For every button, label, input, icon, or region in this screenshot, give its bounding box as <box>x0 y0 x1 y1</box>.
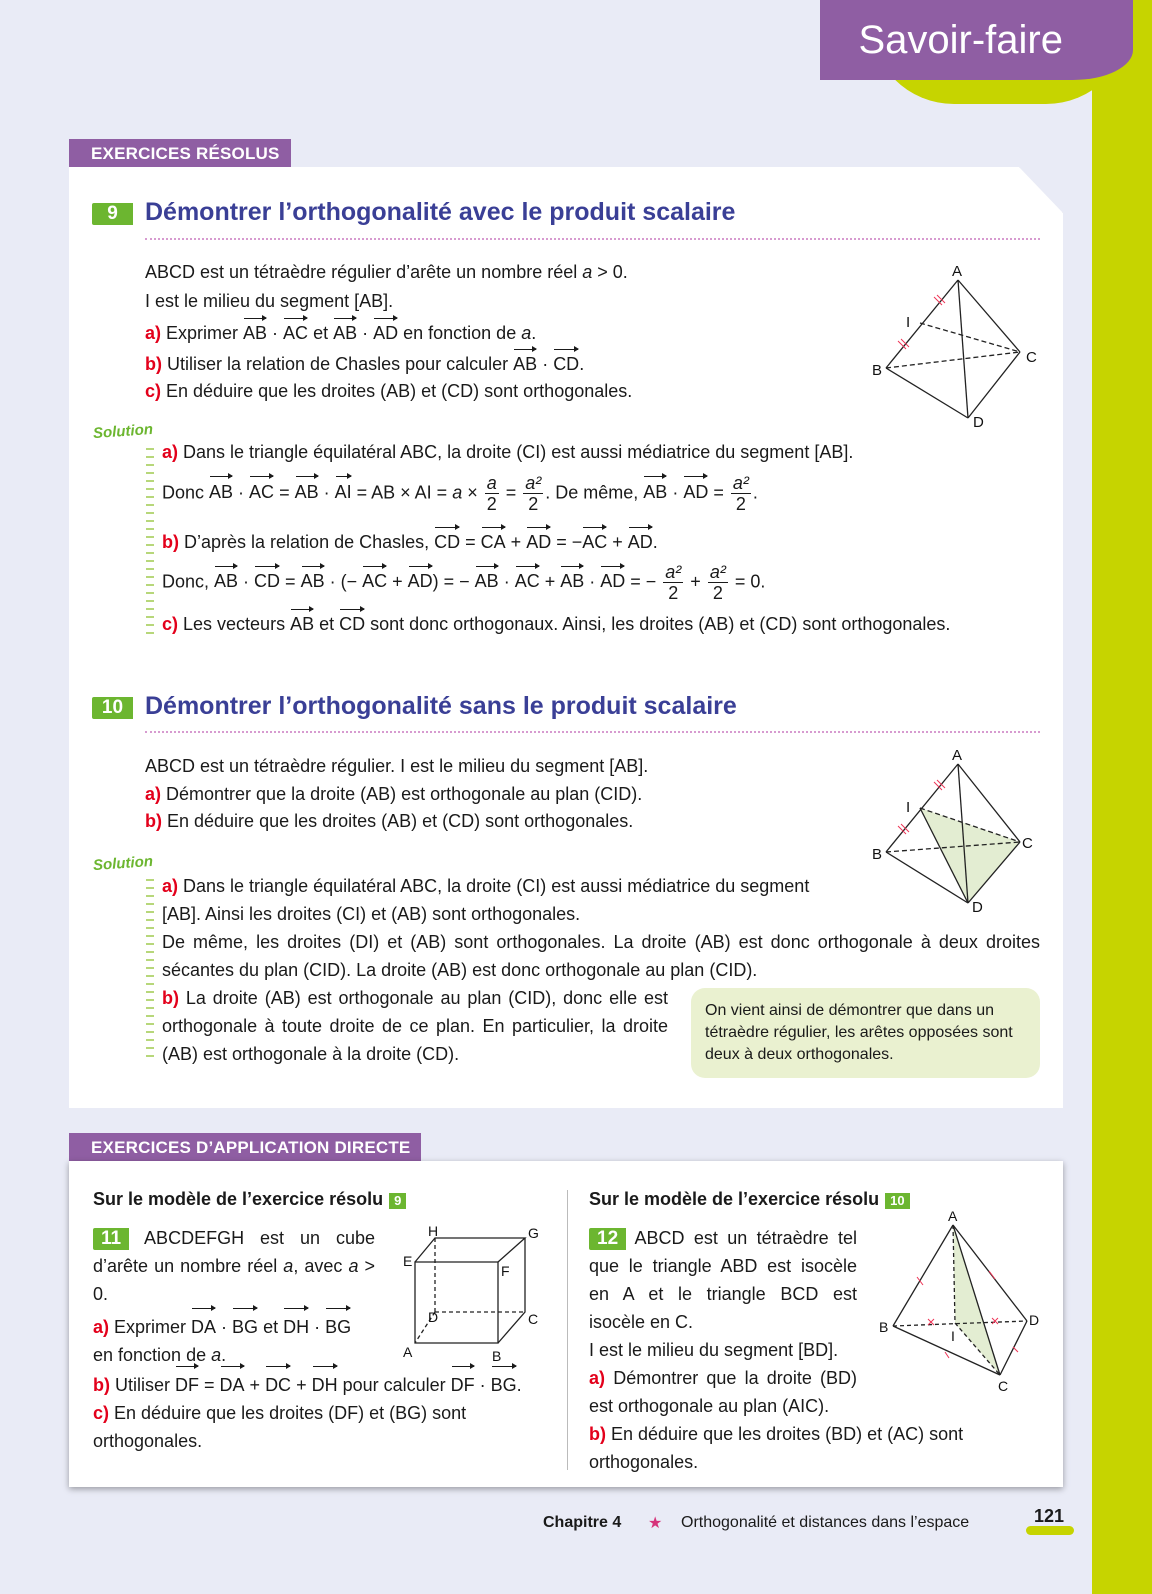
exercise-statement <box>145 262 632 401</box>
exercise-title: Démontrer l’orthogonalité avec le produit scalaire <box>145 198 736 226</box>
vector-notation: AC <box>582 532 608 552</box>
vertex-label-a: A <box>403 1344 413 1360</box>
title-divider <box>145 238 1040 240</box>
exercise-title: Démontrer l’orthogonalité sans le produit scalaire <box>145 692 737 720</box>
fraction: $\frac{\text{a²}}{2}$ <box>709 562 726 603</box>
solution-label: Solution <box>92 852 154 875</box>
vector-notation: BG <box>232 1311 258 1341</box>
vertex-label-d: D <box>972 899 983 916</box>
vector-notation: CD <box>553 354 580 374</box>
vector-notation: AC <box>283 323 309 343</box>
question-marker: c) <box>162 614 179 634</box>
vertex-label-e: E <box>403 1253 413 1269</box>
page-number: 121 <box>1034 1506 1065 1526</box>
solution-line: c) Les vecteurs AB et CD sont donc orthogonaux. Ainsi, les droites (AB) et (CD) sont orthogonales. <box>162 614 951 634</box>
vector-notation: CA <box>480 532 506 552</box>
vector-notation: AB <box>333 323 358 343</box>
section-label-application: EXERCICES D’APPLICATION DIRECTE <box>69 1133 421 1161</box>
math-variable: a <box>348 1256 359 1276</box>
vertex-label-c: C <box>528 1311 539 1327</box>
question-marker: a) <box>162 876 179 896</box>
question-a: a) Démontrer que la droite (AB) est orthogonale au plan (CID). <box>145 784 643 804</box>
vertex-label-i: I <box>906 799 911 816</box>
question-b: b) Utiliser DF = DA + DC + DH pour calculer DF · BG. <box>93 1369 553 1399</box>
vector-notation: AB <box>474 571 499 592</box>
fraction: $\frac{\text{a²}}{2}$ <box>732 473 749 514</box>
vector-notation: AC <box>514 571 540 592</box>
vector-notation: DF <box>175 1369 199 1399</box>
vector-notation: AD <box>526 532 552 552</box>
statement-line: I est le milieu du segment [AB]. <box>145 291 394 311</box>
title-divider <box>145 731 1040 733</box>
footer-chapter: Chapitre 4 <box>543 1514 622 1531</box>
math-variable: a <box>452 482 463 503</box>
solution-line: a) Dans le triangle équilatéral ABC, la droite (CI) est aussi médiatrice du segment [AB]. <box>162 442 854 462</box>
tetrahedron-figure <box>875 1205 1045 1395</box>
vertex-label-b: B <box>872 362 883 379</box>
exercise-number-badge: 10 <box>92 697 133 719</box>
vertex-label-d: D <box>973 414 984 431</box>
vector-notation: BG <box>325 1311 351 1341</box>
solution-margin-line <box>146 445 154 640</box>
vector-notation: AC <box>249 479 274 503</box>
question-b: b) Utiliser la relation de Chasles pour calculer AB · CD. <box>145 354 585 374</box>
vector-notation: AD <box>627 532 653 552</box>
vertex-label-f: F <box>501 1263 510 1279</box>
vertex-label-g: G <box>528 1225 539 1241</box>
tetrahedron-figure <box>860 740 1050 920</box>
vector-notation: AB <box>643 479 667 503</box>
vector-notation: CD <box>434 532 461 552</box>
question-marker: a) <box>93 1317 110 1337</box>
reference-badge: 10 <box>885 1193 909 1209</box>
vector-notation: AB <box>295 479 319 503</box>
question-marker: b) <box>589 1424 606 1444</box>
question-b: b) En déduire que les droites (BD) et (AC) sont orthogonales. <box>589 1424 964 1472</box>
vector-notation: AC <box>362 571 388 592</box>
question-marker: b) <box>162 532 179 552</box>
section-label-resolved: EXERCICES RÉSOLUS <box>69 139 291 167</box>
star-icon: ★ <box>648 1515 663 1532</box>
footer-chapter-title: Orthogonalité et distances dans l’espace <box>681 1514 970 1531</box>
vector-notation: AB <box>209 479 233 503</box>
question-marker: b) <box>145 811 162 831</box>
vector-notation: AB <box>290 614 315 634</box>
question-marker: b) <box>162 988 179 1008</box>
statement-line: I est le milieu du segment [BD]. <box>589 1340 839 1360</box>
vector-notation: DA <box>191 1311 216 1341</box>
vector-notation: DC <box>265 1369 291 1399</box>
savoir-faire-tab <box>820 0 1133 80</box>
exercise-12: 12 ABCD est un tétraèdre tel que le triangle ABD est isocèle en A et le triangle BCD est isocèle en C. I est le milieu du segment [BD]. <box>589 1224 857 1364</box>
vector-notation: AB <box>243 323 268 343</box>
question-c: c) En déduire que les droites (AB) et (CD) sont orthogonales. <box>145 381 633 401</box>
fraction: $\frac{\text{a²}}{2}$ <box>665 562 682 603</box>
solution-line: Donc AB · AC = AB · AI = AB × AI = a × $\frac{a}{2}$ = $\frac{\text{a²}}{2}$ . De même, AB · AD = $\frac{\text{a²}}{2}$ . <box>162 473 758 514</box>
question-marker: c) <box>145 381 162 401</box>
exercise-number-badge: 11 <box>93 1228 129 1250</box>
vector-notation: AD <box>407 571 433 592</box>
vector-notation: DH <box>312 1369 338 1399</box>
exercise-11: 11 ABCDEFGH est un cube d’arête un nombre réel a, avec a > 0. a) Exprimer DA · BG et DH · BG en fonction de a. <box>93 1224 375 1369</box>
question-marker: b) <box>93 1375 110 1395</box>
remark-box: On vient ainsi de démontrer que dans un tétraèdre régulier, les arêtes opposées sont deux à deux orthogonales. <box>691 988 1040 1078</box>
vertex-label-h: H <box>428 1223 439 1239</box>
page-number-underline <box>1026 1526 1074 1535</box>
vertex-label-c: C <box>1026 349 1037 366</box>
vector-notation: AB <box>300 571 325 592</box>
vertex-label-i: I <box>951 1328 955 1344</box>
vertex-label-d: D <box>1029 1312 1040 1328</box>
vector-notation: CD <box>254 571 281 592</box>
solution-line: a) Dans le triangle équilatéral ABC, la droite (CI) est aussi médiatrice du segment <box>162 876 810 896</box>
cube-figure <box>395 1220 555 1370</box>
vector-notation: AD <box>373 323 399 343</box>
vertex-label-a: A <box>952 263 963 280</box>
question-marker: a) <box>145 323 162 343</box>
statement-line: ABCD est un tétraèdre régulier. I est le milieu du segment [AB]. <box>145 756 649 776</box>
vertex-label-b: B <box>492 1348 502 1364</box>
math-variable: a <box>521 323 532 343</box>
exercise-number-badge: 9 <box>92 203 133 225</box>
vertex-label-c: C <box>1022 835 1033 852</box>
column-divider <box>567 1190 568 1470</box>
math-variable: a <box>283 1256 294 1276</box>
fraction: $\frac{\text{a²}}{2}$ <box>525 473 542 514</box>
solution-paragraph: b) La droite (AB) est orthogonale au plan (CID), donc elle est orthogonale à toute droite de ce plan. En particulier, la droite (AB) est orthogonale à la droite (CD). <box>162 988 668 1064</box>
solution-line: Donc, AB · CD = AB · (− AC + AD) = − AB · AC + AB · AD = − $\frac{\text{a²}}{2}$ + $\frac{\text{a²}}{2}$ = 0. <box>162 562 766 603</box>
math-variable: a <box>211 1345 222 1365</box>
question-marker: a) <box>145 784 162 804</box>
question-marker: b) <box>145 354 162 374</box>
question-marker: a) <box>162 442 179 462</box>
solution-paragraph: De même, les droites (DI) et (AB) sont orthogonales. La droite (AB) est donc orthogonale à deux droites sécantes du plan (CID). La droite (AB) est donc orthogonale au plan (CID). <box>162 932 1040 980</box>
exercise-11-continued <box>93 1369 553 1455</box>
vertex-label-i: I <box>906 314 911 331</box>
reference-badge: 9 <box>389 1193 406 1209</box>
solution-margin-line <box>146 876 154 1061</box>
fraction: $\frac{a}{2}$ <box>486 473 497 514</box>
statement-line: ABCD est un tétraèdre régulier d’arête un nombre réel a > 0. <box>145 262 628 282</box>
question-marker: c) <box>93 1403 110 1423</box>
solution-line: b) D’après la relation de Chasles, CD = CA + AD = −AC + AD. <box>162 532 658 552</box>
vertex-label-c: C <box>998 1378 1009 1394</box>
exercise-statement <box>145 756 648 831</box>
vector-notation: AB <box>513 354 538 374</box>
vector-notation: DF <box>451 1369 475 1399</box>
vector-notation: DA <box>220 1369 245 1399</box>
vector-notation: CD <box>339 614 366 634</box>
model-reference-heading: Sur le modèle de l’exercice résolu 10 <box>589 1189 910 1210</box>
solution-line: [AB]. Ainsi les droites (CI) et (AB) sont orthogonales. <box>162 904 581 924</box>
exercise-number-badge: 12 <box>589 1228 626 1250</box>
vertex-label-b: B <box>879 1319 889 1335</box>
question-b: b) En déduire que les droites (AB) et (CD) sont orthogonales. <box>145 811 634 831</box>
side-band <box>1092 0 1152 1594</box>
vertex-label-a: A <box>952 747 963 764</box>
vertex-label-d: D <box>428 1309 439 1325</box>
vector-notation: AD <box>683 479 708 503</box>
math-variable: a <box>582 262 593 282</box>
question-marker: a) <box>589 1368 606 1388</box>
vertex-label-b: B <box>872 846 883 863</box>
tetrahedron-figure <box>860 255 1050 435</box>
question-a: a) Démontrer que la droite (BD) est orthogonale au plan (AIC). <box>589 1368 857 1416</box>
vector-notation: AI <box>335 479 352 503</box>
vector-notation: BG <box>491 1369 517 1399</box>
model-reference-heading: Sur le modèle de l’exercice résolu 9 <box>93 1189 406 1210</box>
question-c: c) En déduire que les droites (DF) et (BG) sont orthogonales. <box>93 1403 467 1451</box>
solution-label: Solution <box>92 420 154 443</box>
vector-notation: AB <box>560 571 585 592</box>
vector-notation: AD <box>600 571 626 592</box>
question-a: a) Exprimer DA · BG et DH · BG en fonction de a. <box>93 1311 375 1369</box>
vector-notation: DH <box>283 1311 309 1341</box>
vertex-label-a: A <box>948 1208 958 1224</box>
vector-notation: AB <box>214 571 239 592</box>
header-tab-label: Savoir-faire <box>858 18 1063 62</box>
question-a: a) Exprimer AB · AC et AB · AD en fonction de a. <box>145 323 537 343</box>
